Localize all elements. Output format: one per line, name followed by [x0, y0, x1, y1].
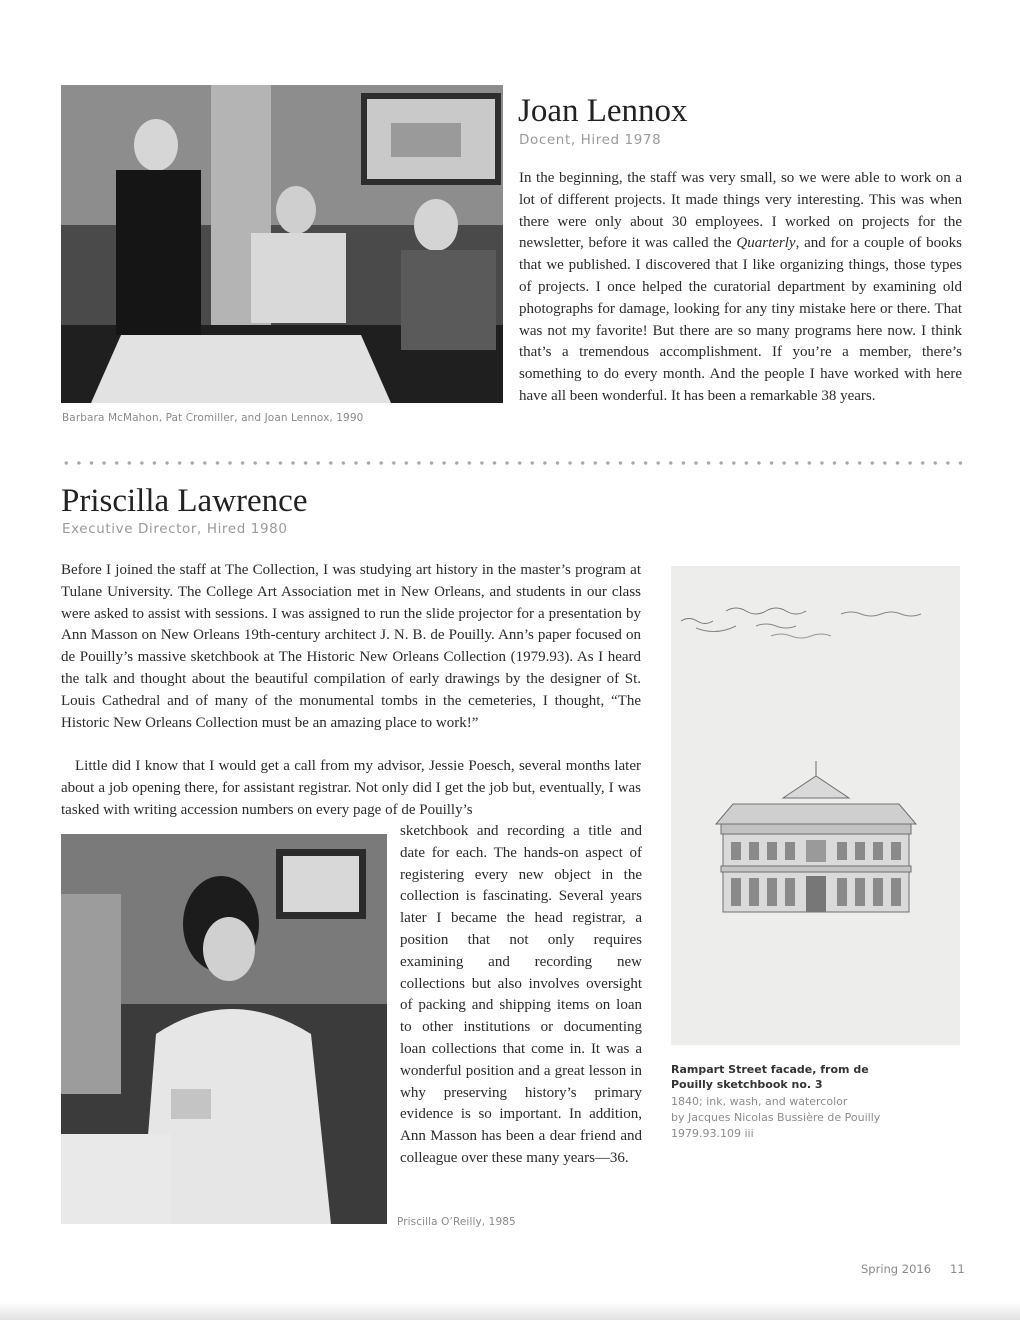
rampart-street-sketch	[671, 566, 960, 1045]
joan-body-text	[519, 168, 962, 408]
joan-body-part-2: , and for a couple of books that we published. I discovered that I like organizing things, those types of projects. I once helped the curatorial department by examining old photographs for damage, looking for any tiny mistake here or there. That was not my favorite! But there are so many programs here now. I think that’s a tremendous accomplishment. If you’re a member, there’s something to do every month. And the people I have worked with here have all been wonderful. It has been a remarkable 38 years.	[519, 235, 962, 404]
priscilla-paragraph-1: Before I joined the staff at The Collection, I was studying art history in the master’s program at Tulane University. The College Art Association met in New Orleans, and students in our class were asked to assist with sessions. I was assigned to run the slide projector for a presentation by Ann Masson on New Orleans 19th-century architect J. N. B. de Pouilly. Ann’s paper focused on de Pouilly’s massive sketchbook at The Historic New Orleans Collection (1979.93). As I heard the talk and thought about the beautiful compilation of early drawings by the designer of St. Louis Cathedral and of many of the monumental tombs in the cemeteries, I thought, “The Historic New Orleans Collection must be an amazing place to work!”	[61, 562, 641, 731]
joan-role-subheading: Docent, Hired 1978	[519, 132, 662, 148]
section-divider	[60, 460, 965, 466]
sketch-caption-title: Rampart Street facade, from de Pouilly sketchbook no. 3	[671, 1063, 869, 1091]
group-photo	[61, 85, 503, 403]
priscilla-role-subheading: Executive Director, Hired 1980	[62, 521, 288, 537]
sketch-caption-accession: 1979.93.109 iii	[671, 1127, 754, 1140]
priscilla-paragraph-2-start: Little did I know that I would get a call from my advisor, Jessie Poesch, several months later about a job opening there, for assistant registrar. Not only did I get the job but, eventually, I was tasked with writing accession numbers on every page of de Pouilly’s	[61, 758, 641, 818]
page-number: 11	[950, 1262, 965, 1276]
portrait-photo-caption: Priscilla O’Reilly, 1985	[397, 1216, 516, 1228]
priscilla-paragraph-2-wrap: sketchbook and recording a title and date for each. The hands-on aspect of registering every new object in the collection is fascinating. Several years later I became the head registrar, a position that not only requires examining and recording new collections but also involves oversight of packing and shipping items on loan to other institutions or documenting loan collections that come in. It was a wonderful position and a great lesson in why preserving history’s primary evidence is so important. In addition, Ann Masson has been a dear friend and colleague over these many years—36.	[400, 823, 642, 1166]
sketch-caption-medium: 1840; ink, wash, and watercolor	[671, 1095, 848, 1108]
sketch-caption-artist: by Jacques Nicolas Bussière de Pouilly	[671, 1111, 881, 1124]
issue-label: Spring 2016	[861, 1262, 932, 1276]
priscilla-name-heading: Priscilla Lawrence	[61, 483, 308, 519]
quarterly-title: Quarterly	[736, 235, 796, 252]
joan-name-heading: Joan Lennox	[518, 93, 688, 129]
scan-edge-shadow	[0, 1302, 1020, 1320]
joan-body-part-1: In the beginning, the staff was very small, so we were able to work on a lot of different projects. It made things very interesting. This was when there were only about 30 employees. I worked on projects for the newsletter, before it was called the	[519, 170, 962, 252]
portrait-photo	[61, 834, 387, 1224]
group-photo-caption: Barbara McMahon, Pat Cromiller, and Joan Lennox, 1990	[62, 412, 364, 424]
